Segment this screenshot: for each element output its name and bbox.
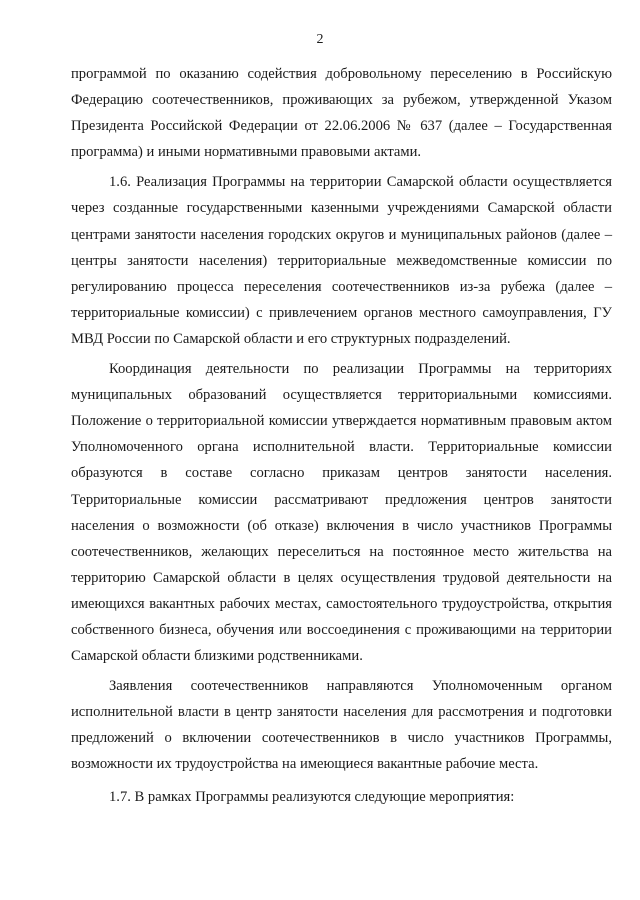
paragraph-1-6: 1.6. Реализация Программы на территории Самарской области осуществляется через созданные государственными казенными учреждениями Самарской области центрами занятости населения городских округов и муниципальных районов (далее – центры занятости населения) территориальные межведомственные комиссии по регулированию процесса переселения соотечественников из-за рубежа (далее – территориальные комиссии) с привлечением органов местного самоуправления, ГУ МВД России по Самарской области и его структурных подразделений. <box>71 174 612 347</box>
paragraph-1-7: 1.7. В рамках Программы реализуются следующие мероприятия: <box>109 788 515 805</box>
document-body <box>71 61 612 810</box>
page-number: 2 <box>316 32 324 47</box>
paragraph-applications: Заявления соотечественников направляются Уполномоченным органом исполнительной власти в центр занятости населения для рассмотрения и подготовки предложений о включении соотечественников в число участников Программы, возможности их трудоустройства на имеющиеся вакантные рабочие места. <box>71 678 612 773</box>
paragraph-continuation: программой по оказанию содействия добровольному переселению в Российскую Федерацию соотечественников, проживающих за рубежом, утвержденной Указом Президента Российской Федерации от 22.06.2006 № 637 (далее – Государственная программа) и иными нормативными правовыми актами. <box>71 66 612 161</box>
paragraph-coordination: Координация деятельности по реализации Программы на территориях муниципальных образований осуществляется территориальными комиссиями. Положение о территориальной комиссии утверждается нормативным правовым актом Уполномоченного органа исполнительной власти. Территориальные комиссии образуются в составе согласно приказам центров занятости населения. Территориальные комиссии рассматривают предложения центров занятости населения о возможности (об отказе) включения в число участников Программы соотечественников, желающих переселиться на постоянное место жительства на территорию Самарской области в целях осуществления трудовой деятельности на имеющихся вакантных рабочих местах, самостоятельного трудоустройства, открытия собственного бизнеса, обучения или воссоединения с проживающими на территории Самарской области близкими родственниками. <box>71 361 612 665</box>
